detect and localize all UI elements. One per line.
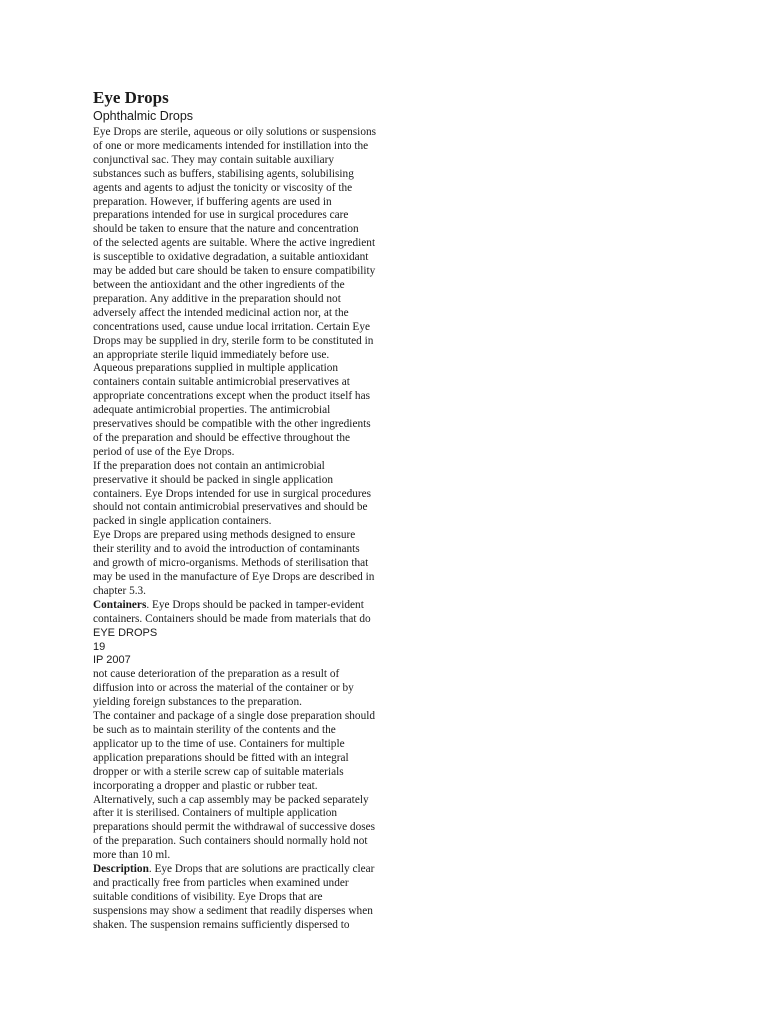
text-line: not cause deterioration of the preparation as a result of [93, 668, 340, 681]
text-line: preparations intended for use in surgical procedures care [93, 209, 349, 222]
text-line: substances such as buffers, stabilising agents, solubilising [93, 167, 354, 180]
running-header: EYE DROPS [93, 626, 158, 639]
text-line: and growth of micro-organisms. Methods of sterilisation that [93, 557, 369, 570]
text-line: period of use of the Eye Drops. [93, 445, 235, 458]
text-line: conjunctival sac. They may contain suitable auxiliary [93, 153, 335, 166]
text-line: adversely affect the intended medicinal action nor, at the [93, 306, 349, 319]
text-line: their sterility and to avoid the introduction of contaminants [93, 543, 360, 556]
edition-label: IP 2007 [93, 654, 131, 667]
containers-heading: Containers [93, 598, 147, 611]
text-line: preparations should permit the withdrawal of successive doses [93, 821, 376, 834]
page-subtitle: Ophthalmic Drops [93, 109, 194, 123]
text-line: of the preparation. Such containers should normally hold not [93, 835, 368, 848]
text-line: yielding foreign substances to the preparation. [93, 696, 302, 709]
description-heading: Description [93, 863, 149, 876]
description-line1-rest: . Eye Drops that are solutions are practically clear [148, 863, 375, 876]
text-line: appropriate concentrations except when the product itself has [93, 390, 370, 403]
text-line: agents and agents to adjust the tonicity or viscosity of the [93, 181, 353, 194]
text-line: suspensions may show a sediment that readily disperses when [93, 904, 373, 917]
text-line: If the preparation does not contain an antimicrobial [93, 459, 325, 472]
text-line: chapter 5.3. [93, 584, 147, 597]
document-body [93, 126, 423, 933]
text-line-description-heading [93, 863, 423, 877]
paragraph-block-intro [93, 126, 423, 599]
text-line: Eye Drops are prepared using methods designed to ensure [93, 529, 356, 542]
paragraph-block-containers [93, 668, 423, 863]
text-line: Alternatively, such a cap assembly may be packed separately [93, 793, 369, 806]
document-page [93, 88, 423, 933]
text-line: packed in single application containers. [93, 515, 272, 528]
text-line: containers contain suitable antimicrobial preservatives at [93, 376, 350, 389]
text-line: may be added but care should be taken to ensure compatibility [93, 265, 376, 278]
text-line: diffusion into or across the material of the container or by [93, 682, 354, 695]
text-line: Drops may be supplied in dry, sterile form to be constituted in [93, 334, 374, 347]
text-line: of the selected agents are suitable. Where the active ingredient [93, 237, 376, 250]
page-title: Eye Drops [93, 88, 169, 107]
text-line: of the preparation and should be effective throughout the [93, 431, 351, 444]
text-line: should not contain antimicrobial preservatives and should be [93, 501, 368, 514]
text-line-containers-heading [93, 599, 423, 613]
text-line: more than 10 ml. [93, 849, 171, 862]
text-line: between the antioxidant and the other ingredients of the [93, 278, 345, 291]
page-number: 19 [93, 640, 106, 653]
text-line: of one or more medicaments intended for instillation into the [93, 139, 369, 152]
text-line: Eye Drops are sterile, aqueous or oily solutions or suspensions [93, 126, 377, 138]
text-line: may be used in the manufacture of Eye Drops are described in [93, 571, 375, 583]
text-line: suitable conditions of visibility. Eye Drops that are [93, 890, 323, 903]
text-line: containers. Eye Drops intended for use in surgical procedures [93, 487, 372, 500]
text-line: applicator up to the time of use. Containers for multiple [93, 737, 345, 750]
text-line: is susceptible to oxidative degradation, a suitable antioxidant [93, 251, 369, 264]
text-line: containers. Containers should be made from materials that do [93, 612, 371, 625]
text-line: should be taken to ensure that the nature and concentration [93, 223, 359, 236]
text-line: preparation. Any additive in the preparation should not [93, 292, 341, 305]
text-line: Aqueous preparations supplied in multiple application [93, 362, 339, 375]
text-line: The container and package of a single dose preparation should [93, 710, 376, 723]
text-line: incorporating a dropper and plastic or rubber teat. [93, 779, 318, 792]
text-line: and practically free from particles when examined under [93, 876, 349, 889]
text-line: concentrations used, cause undue local irritation. Certain Eye [93, 320, 370, 333]
text-line: an appropriate sterile liquid immediately before use. [93, 348, 330, 361]
text-line: be such as to maintain sterility of the contents and the [93, 723, 336, 736]
text-line: application preparations should be fitted with an integral [93, 751, 349, 764]
text-line: preparation. However, if buffering agents are used in [93, 195, 332, 208]
text-line: dropper or with a sterile screw cap of suitable materials [93, 765, 344, 778]
text-line: after it is sterilised. Containers of multiple application [93, 807, 338, 820]
containers-line1-rest: . Eye Drops should be packed in tamper-evident [146, 598, 364, 611]
text-line: shaken. The suspension remains sufficiently dispersed to [93, 918, 350, 931]
text-line: preservative it should be packed in single application [93, 473, 333, 486]
paragraph-block-description [93, 877, 423, 933]
text-line: preservatives should be compatible with the other ingredients [93, 418, 371, 431]
text-line: adequate antimicrobial properties. The antimicrobial [93, 404, 331, 417]
